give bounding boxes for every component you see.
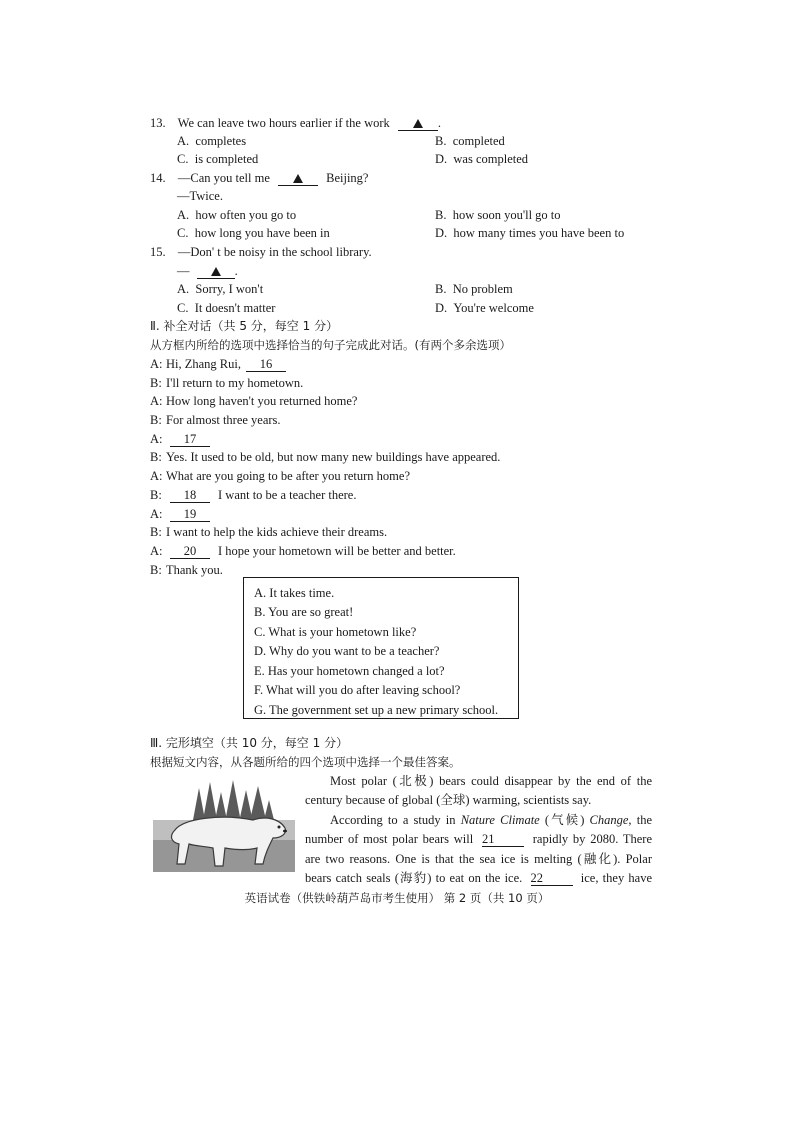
dialogue-text: I'll return to my hometown. [166, 376, 304, 390]
box-option-g: G. The government set up a new primary school. [254, 703, 499, 717]
triangle-marker-icon [211, 267, 221, 276]
blank-17: 17 [170, 432, 210, 447]
page-footer: 英语试卷（供铁岭葫芦岛市考生使用） 第 2 页（共 10 页） [244, 891, 550, 905]
blank-19: 19 [170, 507, 210, 522]
question-number: 13. [150, 116, 166, 130]
section-3-heading: Ⅲ. 完形填空（共 10 分，每空 1 分） [150, 736, 349, 750]
dialogue-line [150, 412, 281, 428]
box-option-d: D. Why do you want to be a teacher? [254, 644, 440, 658]
dialogue-line [150, 356, 286, 372]
box-option-f: F. What will you do after leaving school? [254, 683, 461, 697]
question-15-stem [150, 244, 372, 260]
option-14-d: D. how many times you have been to [435, 226, 625, 240]
passage-line-5: are two reasons. One is that the sea ice is melting (融化). Polar [305, 851, 652, 866]
passage-line-3: According to a study in Nature Climate (气候) Change, the [330, 812, 652, 827]
box-option-b: B. You are so great! [254, 605, 354, 619]
option-15-b: B. No problem [435, 282, 513, 296]
triangle-marker-icon [413, 119, 423, 128]
blank-20: 20 [170, 544, 210, 559]
option-box [243, 577, 519, 719]
blank-21: 21 [482, 832, 524, 847]
option-13-a: A. completes [177, 134, 247, 148]
answer-blank [398, 116, 438, 131]
option-14-b: B. how soon you'll go to [435, 208, 561, 222]
stem-text: —Can you tell me [177, 171, 270, 185]
dialogue-text: I want to be a teacher there. [218, 488, 357, 502]
dialogue-line [150, 562, 223, 578]
question-14-reply: —Twice. [177, 189, 223, 203]
speaker-label: A: [150, 469, 163, 483]
dialogue-text: How long haven't you returned home? [166, 394, 358, 408]
passage-line-4: number of most polar bears will 21 rapidly by 2080. There [305, 832, 652, 847]
section-2-heading: Ⅱ. 补全对话（共 5 分，每空 1 分） [150, 319, 339, 333]
option-14-c: C. how long you have been in [177, 226, 330, 240]
stem-text: We can leave two hours earlier if the work [177, 116, 390, 130]
question-number: 15. [150, 245, 166, 259]
dialogue-text: Thank you. [166, 563, 223, 577]
option-15-d: D. You're welcome [435, 301, 534, 315]
speaker-label: A: [150, 394, 163, 408]
speaker-label: A: [150, 507, 163, 521]
passage [305, 772, 652, 888]
dialogue-line [150, 375, 303, 391]
speaker-label: A: [150, 544, 163, 558]
option-15-a: A. Sorry, I won't [177, 282, 264, 296]
question-15-reply: — . [177, 264, 238, 278]
section-2-instruction: 从方框内所给的选项中选择恰当的句子完成此对话。(有两个多余选项） [150, 338, 511, 352]
passage-line-6: bears catch seals (海豹) to eat on the ice. 22 ice, they have [305, 870, 652, 885]
polar-bear-illustration-icon [153, 780, 295, 872]
triangle-marker-icon [293, 174, 303, 183]
option-15-c: C. It doesn't matter [177, 301, 276, 315]
box-option-a: A. It takes time. [254, 586, 335, 600]
dialogue-text: Yes. It used to be old, but now many new buildings have appeared. [166, 450, 501, 464]
dialogue-text: For almost three years. [166, 413, 281, 427]
speaker-label: B: [150, 563, 162, 577]
blank-18: 18 [170, 488, 210, 503]
dialogue-text: I want to help the kids achieve their dreams. [166, 525, 388, 539]
speaker-label: B: [150, 413, 162, 427]
dialogue-line [150, 543, 456, 559]
dialogue-line [150, 506, 210, 522]
speaker-label: A: [150, 357, 163, 371]
blank-22: 22 [531, 871, 573, 886]
dialogue-line [150, 431, 210, 447]
speaker-label: B: [150, 450, 162, 464]
stem-text: —Don' t be noisy in the school library. [177, 245, 372, 259]
question-13-stem: 13. We can leave two hours earlier if the work . [150, 116, 442, 130]
speaker-label: B: [150, 525, 162, 539]
passage-line-1: Most polar (北极) bears could disappear by the end of the [330, 774, 652, 788]
section-3-instruction: 根据短文内容，从各题所给的四个选项中选择一个最佳答案。 [150, 755, 461, 769]
option-13-b: B. completed [435, 134, 505, 148]
dialogue-text: I hope your hometown will be better and better. [218, 544, 456, 558]
question-number: 14. [150, 171, 166, 185]
blank-16: 16 [246, 357, 286, 372]
dialogue-text: What are you going to be after you return home? [166, 469, 411, 483]
option-13-d: D. was completed [435, 152, 529, 166]
speaker-label: B: [150, 488, 162, 502]
passage-line-2: century because of global (全球) warming, scientists say. [305, 793, 592, 808]
box-option-e: E. Has your hometown changed a lot? [254, 664, 445, 678]
answer-blank [197, 264, 235, 279]
dialogue-text: Hi, Zhang Rui, [166, 357, 241, 371]
dialogue-line [150, 487, 356, 503]
dialogue-line [150, 468, 410, 484]
speaker-label: A: [150, 432, 163, 446]
dialogue-line [150, 393, 357, 409]
answer-blank [278, 171, 318, 186]
question-14-stem: 14. —Can you tell me Beijing? [150, 171, 369, 185]
dialogue-line [150, 524, 387, 540]
speaker-label: B: [150, 376, 162, 390]
box-option-c: C. What is your hometown like? [254, 625, 417, 639]
option-13-c: C. is completed [177, 152, 259, 166]
dialogue-line [150, 449, 500, 465]
option-14-a: A. how often you go to [177, 208, 297, 222]
